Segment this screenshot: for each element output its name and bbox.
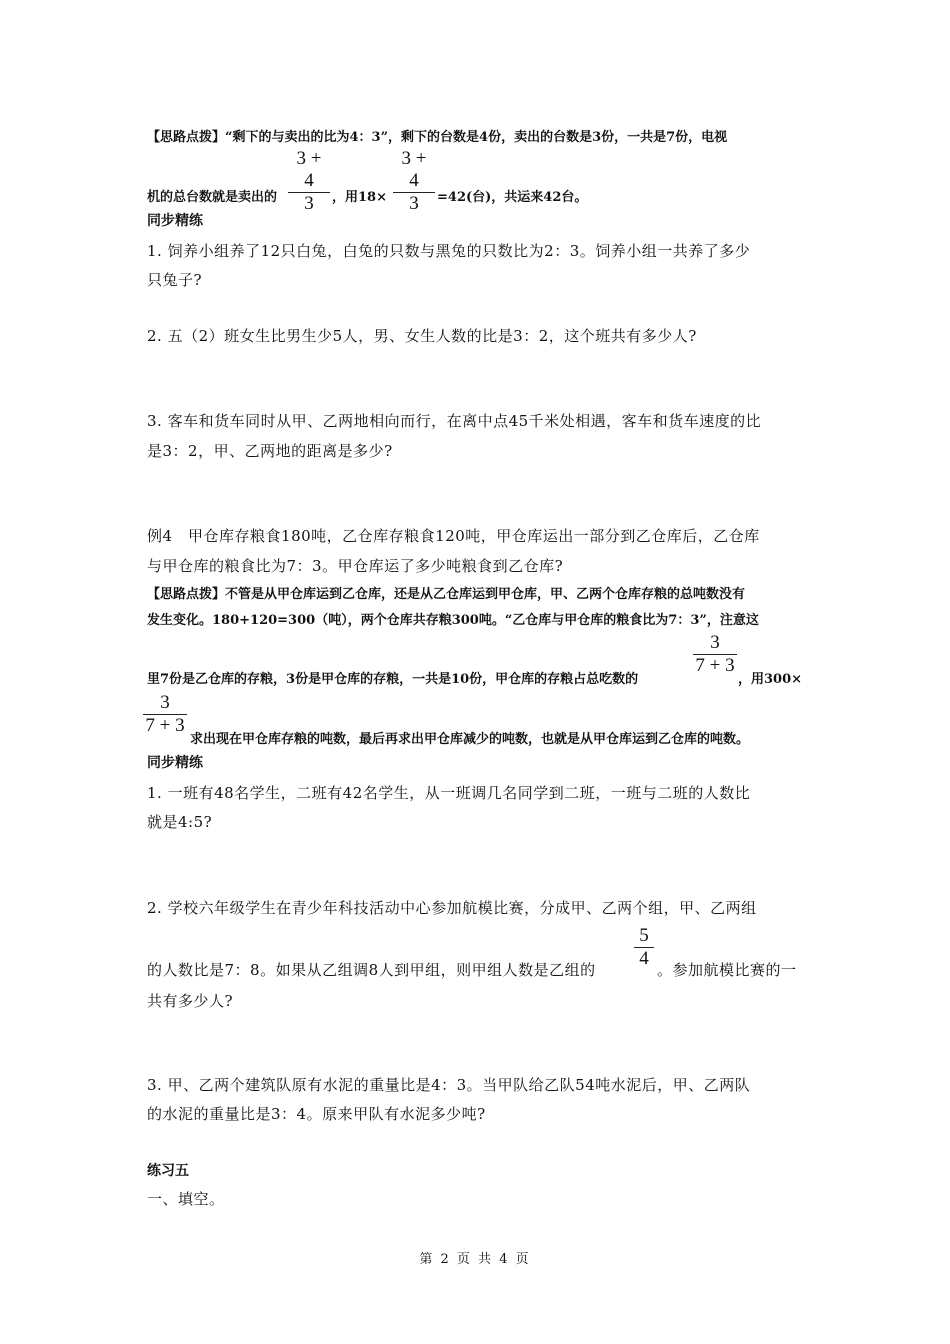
- sync1-heading: 同步精练: [147, 213, 203, 229]
- example4-line1: 例4 甲仓库存粮食180吨，乙仓库存粮食120吨，甲仓库运出一部分到乙仓库后，乙仓库: [147, 527, 760, 545]
- sync2-q2-line2-a: 的人数比是7：8。如果从乙组调8人到甲组，则甲组人数是乙组的: [147, 961, 596, 979]
- sync2-q2-line1: 2. 学校六年级学生在青少年科技活动中心参加航模比赛，分成甲、乙两个组，甲、乙两组: [147, 899, 757, 917]
- page-footer: 第 2 页 共 4 页: [419, 1252, 531, 1267]
- sync2-q2-line2-b: 。参加航模比赛的一: [657, 961, 797, 979]
- sync1-q2: 2. 五（2）班女生比男生少5人，男、女生人数的比是3：2，这个班共有多少人?: [147, 327, 697, 345]
- sync2-q1-line1: 1. 一班有48名学生，二班有42名学生，从一班调几名同学到二班，一班与二班的人数比: [147, 784, 751, 802]
- fraction-3plus4-over-3: 3 + 4 3: [288, 148, 330, 215]
- fraction-5-over-4: 5 4: [634, 925, 654, 970]
- sync2-heading: 同步精练: [147, 755, 203, 771]
- hint2-line4: 求出现在甲仓库存粮的吨数，最后再求出甲仓库减少的吨数，也就是从甲仓库运到乙仓库的吨数。: [190, 732, 750, 747]
- sync1-q1-line2: 只兔子?: [147, 271, 203, 289]
- exercise5-section1: 一、填空。: [147, 1190, 225, 1208]
- sync2-q3-line1: 3. 甲、乙两个建筑队原有水泥的重量比是4：3。当甲队给乙队54吨水泥后，甲、乙两队: [147, 1076, 751, 1094]
- hint2-line2: 发生变化。180+120=300（吨），两个仓库共存粮300吨。“乙仓库与甲仓库的粮食比为7：3”，注意这: [147, 613, 759, 628]
- example4-line2: 与甲仓库的粮食比为7：3。甲仓库运了多少吨粮食到乙仓库?: [147, 557, 564, 575]
- fraction-3plus4-over-3-second: 3 + 4 3: [393, 148, 435, 215]
- sync1-q3-line1: 3. 客车和货车同时从甲、乙两地相向而行，在离中点45千米处相遇，客车和货车速度的比: [147, 412, 762, 430]
- sync2-q2-line3: 共有多少人?: [147, 992, 234, 1010]
- hint1-line2-c: =42(台)，共运来42台。: [437, 190, 588, 205]
- hint1-line2-b: ，用18×: [332, 190, 387, 205]
- fraction-3-over-7plus3: 3 7 + 3: [693, 632, 737, 677]
- hint1-line1: 【思路点拨】“剩下的与卖出的比为4：3”，剩下的台数是4份，卖出的台数是3份，一共是7份，电视: [147, 130, 728, 145]
- hint1-line2-a: 机的总台数就是卖出的: [147, 190, 278, 205]
- sync1-q1-line1: 1. 饲养小组养了12只白兔，白兔的只数与黑兔的只数比为2：3。饲养小组一共养了多少: [147, 242, 751, 260]
- hint2-line1: 【思路点拨】不管是从甲仓库运到乙仓库，还是从乙仓库运到甲仓库，甲、乙两个仓库存粮的总吨数没有: [147, 587, 746, 602]
- sync2-q3-line2: 的水泥的重量比是3：4。原来甲队有水泥多少吨?: [147, 1105, 486, 1123]
- sync1-q3-line2: 是3：2，甲、乙两地的距离是多少?: [147, 442, 393, 460]
- fraction-3-over-7plus3-second: 3 7 + 3: [143, 692, 187, 737]
- exercise5-heading: 练习五: [147, 1163, 189, 1179]
- hint2-line3-a: 里7份是乙仓库的存粮，3份是甲仓库的存粮，一共是10份，甲仓库的存粮占总吃数的: [147, 672, 639, 687]
- hint2-line3-b: ，用300×: [738, 672, 803, 687]
- sync2-q1-line2: 就是4:5?: [147, 813, 213, 831]
